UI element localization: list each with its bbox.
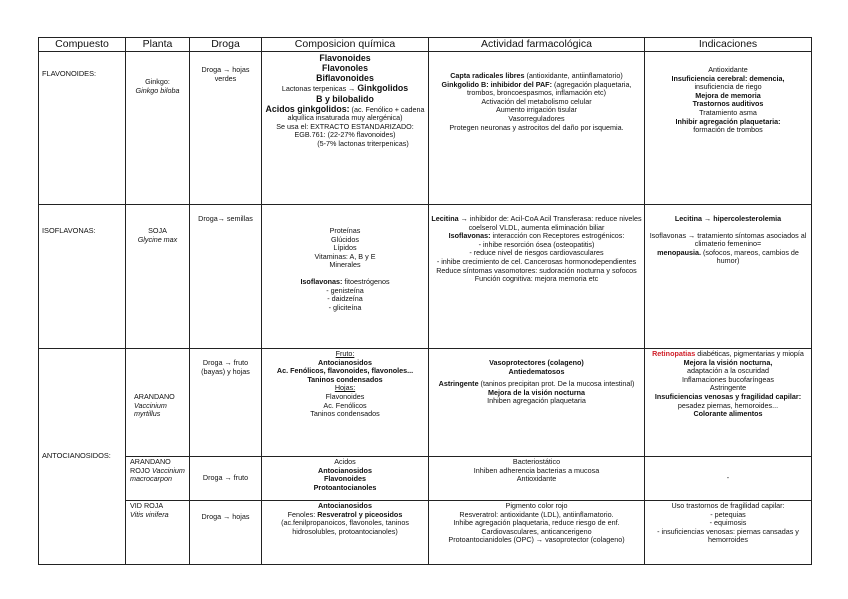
- composicion-cell: [262, 501, 429, 565]
- actividad-cell: [429, 349, 645, 457]
- ind-line: Colorante alimentos: [693, 409, 763, 419]
- act-text: (taninos precipitan prot. De la mucosa intestinal): [478, 379, 635, 389]
- ind-line: Tratamiento asma: [699, 107, 757, 117]
- comp-line: Flavonoides: [324, 474, 366, 484]
- header-indicaciones: Indicaciones: [645, 38, 812, 52]
- droga-text: Droga → hojas: [201, 512, 250, 521]
- ind-line: Inhibir agregación plaquetaria:: [675, 116, 781, 126]
- ind-line: - insuficiencias venosas: piernas cansadas y hemorroides: [657, 526, 799, 545]
- act-line: Inhiben adherencia bacterias a mucosa: [473, 465, 600, 475]
- comp-bold: Acidos ginkgolidos:: [265, 103, 350, 114]
- act-line: Aumento irrigación tisular: [495, 105, 578, 115]
- act-line: Vasoprotectores (colageno): [489, 358, 584, 367]
- ind-line: Antioxidante: [708, 65, 748, 74]
- ind-text: diabéticas, pigmentarias y miopía: [695, 349, 804, 358]
- act-line: Resveratrol: antioxidante (LDL), antiinflamatorio.: [459, 509, 614, 519]
- indicaciones-cell: [645, 349, 812, 457]
- comp-line: Hojas:: [334, 383, 356, 393]
- comp-text: Fenoles:: [287, 509, 318, 519]
- planta-name: Ginkgo:: [145, 77, 170, 86]
- act-line: Inhibe agregación plaquetaria, reduce riesgo de enf. Cardiovasculares, anticancerigeno: [453, 518, 620, 536]
- header-composicion: Composicion química: [262, 38, 429, 52]
- planta-name: SOJA: [148, 226, 167, 235]
- comp-line: B y bilobalido: [316, 93, 374, 104]
- comp-text: fitoestrógenos: [342, 276, 390, 286]
- compuesto-label: FLAVONOIDES:: [42, 69, 97, 78]
- compuesto-cell: [39, 205, 126, 349]
- comp-bold: Resveratrol y piceosidos: [317, 509, 403, 519]
- ind-text: pesadez piernas, hemoroides...: [677, 400, 779, 410]
- act-line: Bacteriostático: [512, 457, 561, 466]
- comp-line: Vitaminas: A, B y E: [314, 251, 376, 261]
- comp-line: Acidos: [334, 457, 356, 466]
- compuesto-cell: [39, 349, 126, 565]
- comp-line: Fruto:: [335, 349, 355, 358]
- droga-text: Droga→ semillas: [198, 214, 253, 223]
- droga-cell: [190, 501, 262, 565]
- header-actividad: Actividad farmacológica: [429, 38, 645, 52]
- act-line: - inhibe crecimiento de cel. Cancerosas hormonodependientes: [436, 256, 637, 266]
- act-bold: Lecitina: [431, 214, 459, 223]
- table-row-isoflavonas: [39, 205, 812, 349]
- comp-line: Antocianosidos: [318, 465, 372, 475]
- comp-line: Flavonoles: [322, 63, 368, 73]
- act-bold: Isoflavonas:: [448, 231, 491, 241]
- planta-name: ARANDANO ROJO: [130, 457, 171, 475]
- comp-line: Protoantocianoles: [313, 482, 377, 492]
- comp-line: Lípidos: [333, 243, 357, 253]
- droga-cell: [190, 52, 262, 205]
- droga-text: Droga → hojas verdes: [201, 65, 250, 83]
- comp-text: Lactonas terpenicas →: [281, 84, 358, 93]
- planta-name: ARANDANO: [134, 392, 175, 401]
- indicaciones-cell: [645, 457, 812, 501]
- comp-line: Taninos condensados: [310, 409, 380, 419]
- compuesto-cell: [39, 52, 126, 205]
- ind-line: adaptación a la oscuridad: [687, 366, 769, 376]
- ind-bold: menopausia.: [657, 247, 702, 257]
- composicion-cell: [262, 205, 429, 349]
- act-line: Función cognitiva: mejora memoria etc: [474, 274, 599, 284]
- comp-line: Ac. Fenólicos: [323, 400, 367, 410]
- ind-line: Lecitina → hipercolesterolemia: [674, 214, 782, 223]
- comp-line: - gliciteína: [328, 302, 362, 312]
- act-bold: Ginkgolido B: inhibidor del PAF:: [441, 79, 552, 89]
- planta-scientific: Vaccinium macrocarpon: [130, 465, 185, 484]
- act-line: - reduce nivel de riesgos cardiovasculares: [469, 248, 604, 258]
- act-line: Protoantocianidoles (OPC) → vasoprotector (colageno): [448, 535, 625, 545]
- header-droga: Droga: [190, 38, 262, 52]
- act-line: Antiedematosos: [508, 366, 565, 376]
- ind-line: Mejora la visión nocturna,: [683, 357, 773, 367]
- header-compuesto: Compuesto: [39, 38, 126, 52]
- act-text: (agregación plaquetaria, trombos, broncoespasmos, inflamación etc): [466, 79, 632, 98]
- indicaciones-cell: [645, 52, 812, 205]
- act-bold: Capta radicales libres: [450, 71, 525, 80]
- comp-line: Flavonoides: [325, 391, 365, 401]
- composicion-cell: [262, 52, 429, 205]
- planta-scientific: Vitis vinifera: [130, 509, 169, 519]
- comp-line: (5-7% lactonas triterpenicas): [317, 138, 409, 148]
- act-text: → inhibidor de: Acil-CoA Acil Transferasa: reduce niveles coelserol VLDL, aumenta eliminación biliar: [458, 214, 642, 232]
- comp-line: Ac. Fenólicos, flavonoides, flavonoles...: [276, 366, 414, 376]
- ind-line: - petequias: [710, 509, 746, 519]
- ind-line: Inflamaciones bucofaríngeas: [682, 374, 774, 384]
- droga-cell: [190, 457, 262, 501]
- actividad-cell: [429, 205, 645, 349]
- comp-line: Antocianosidos: [318, 357, 372, 367]
- comp-line: Minerales: [329, 260, 361, 270]
- ind-highlight: Retinopatias: [652, 349, 696, 358]
- actividad-cell: [429, 457, 645, 501]
- compuesto-label: ANTOCIANOSIDOS:: [42, 451, 111, 461]
- pharmacology-table: [38, 37, 812, 565]
- planta-cell: [126, 52, 190, 205]
- comp-text: (ac. Fenólico + cadena alquílica insaturada muy alergénica): [287, 104, 425, 123]
- table-row-vid-roja: [39, 501, 812, 565]
- actividad-cell: [429, 501, 645, 565]
- comp-line: Taninos condensados: [307, 374, 383, 384]
- compuesto-label: ISOFLAVONAS:: [42, 226, 96, 235]
- comp-bold: Isoflavonas:: [300, 276, 343, 286]
- droga-text: Droga → fruto (bayas) y hojas: [201, 358, 250, 376]
- comp-line: Glúcidos: [331, 234, 359, 244]
- planta-scientific: Glycine max: [137, 234, 178, 244]
- comp-line: (ac.fenilpropanoicos, flavonoles, taninos hidrosolubles, protoantocianoles): [281, 518, 409, 536]
- act-line: Protegen neuronas y astrocitos del daño por isquemia.: [449, 122, 624, 132]
- planta-cell: [126, 501, 190, 565]
- act-text: interacción con Receptores estrogénicos:: [490, 231, 625, 241]
- act-line: Vasorreguladores: [508, 113, 565, 123]
- act-line: Inhiben agregación plaquetaria: [487, 396, 586, 406]
- comp-line: Flavonoides: [319, 53, 371, 63]
- ind-bold: Insuficiencias venosas y fragilidad capilar:: [654, 391, 802, 401]
- planta-scientific: Vaccinium myrtillus: [134, 400, 167, 419]
- act-bold: Astringente: [438, 379, 479, 389]
- ind-text: -: [726, 473, 730, 483]
- ind-line: insuficiencia de riego: [694, 82, 762, 92]
- comp-line: Se usa el: EXTRACTO ESTANDARIZADO: EGB.761: (22-27% flavonoides): [276, 121, 414, 140]
- actividad-cell: [429, 52, 645, 205]
- planta-cell: [126, 205, 190, 349]
- comp-line: - daidzeína: [327, 294, 363, 304]
- indicaciones-cell: [645, 205, 812, 349]
- ind-line: Mejora de memoria: [695, 90, 761, 100]
- planta-cell: [126, 349, 190, 457]
- table-row-arandano-rojo: [39, 457, 812, 501]
- composicion-cell: [262, 349, 429, 457]
- header-planta: Planta: [126, 38, 190, 52]
- header-row: [39, 38, 812, 52]
- indicaciones-cell: [645, 501, 812, 565]
- act-line: Pigmento color rojo: [505, 501, 568, 510]
- planta-scientific: Ginkgo biloba: [135, 85, 180, 95]
- ind-line: Isoflavonas → tratamiento síntomas asociados al climaterio femenino=: [649, 230, 807, 249]
- planta-cell: [126, 457, 190, 501]
- act-text: (antioxidante, antiinflamatorio): [524, 71, 623, 80]
- composicion-cell: [262, 457, 429, 501]
- ind-line: Uso trastornos de fragilidad capilar:: [671, 501, 785, 510]
- comp-line: - genisteína: [326, 285, 364, 295]
- act-line: - inhibe resorción ósea (osteopatitis): [478, 239, 595, 249]
- act-line: Activación del metabolismo celular: [481, 96, 592, 106]
- comp-bold: Ginkgolidos: [357, 83, 409, 93]
- comp-line: Antocianosidos: [318, 501, 372, 510]
- act-line: Reduce síntomas vasomotores: sudoración nocturna y sofocos: [436, 265, 637, 275]
- droga-cell: [190, 205, 262, 349]
- act-line: Mejora de la visión nocturna: [487, 387, 586, 397]
- ind-text: (sofocos, mareos, cambios de humor): [701, 247, 799, 266]
- comp-line: Proteínas: [329, 226, 361, 235]
- comp-line: Biflavonoides: [316, 73, 374, 83]
- table-row-flavonoides: [39, 52, 812, 205]
- table-row-arandano: [39, 349, 812, 457]
- droga-text: Droga → fruto: [202, 473, 249, 483]
- ind-line: - equimosis: [709, 518, 747, 528]
- ind-line: formación de trombos: [693, 125, 763, 135]
- act-line: Antioxidante: [516, 474, 557, 484]
- droga-cell: [190, 349, 262, 457]
- ind-line: Trastornos auditivos: [692, 99, 764, 109]
- planta-name: VID ROJA: [130, 501, 164, 510]
- ind-line: Insuficiencia cerebral: demencia,: [671, 73, 785, 83]
- ind-line: Astringente: [709, 383, 747, 393]
